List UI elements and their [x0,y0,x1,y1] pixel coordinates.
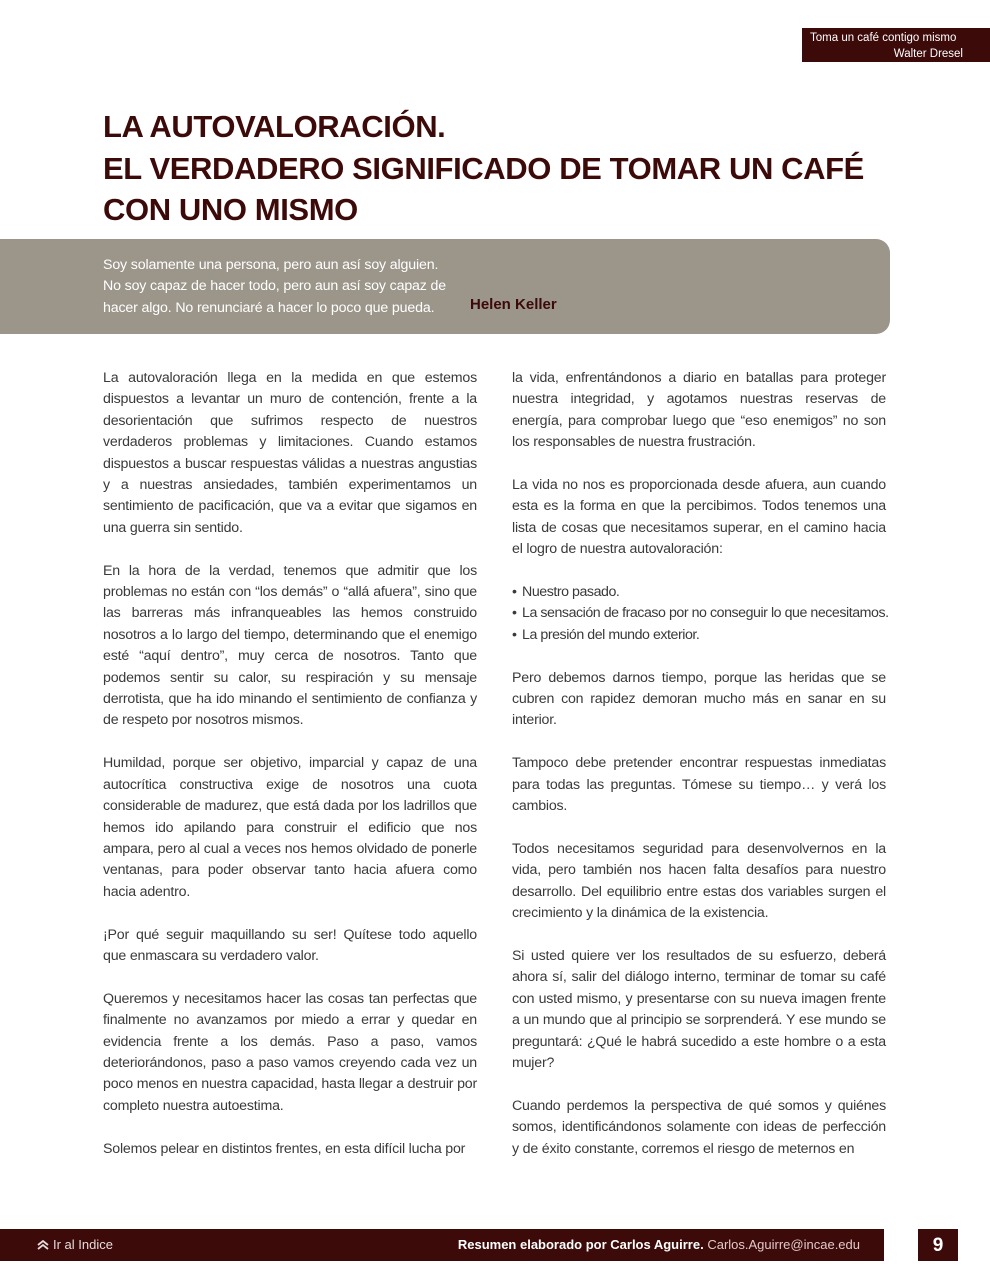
paragraph: Pero debemos darnos tiempo, porque las heridas que se cubren con rapidez demoran mucho más en sanar en su interior. [512,669,886,729]
quote-line-2: No soy capaz de hacer todo, pero aun así soy capaz de [103,278,447,295]
title-line-1: LA AUTOVALORACIÓN. [103,109,446,144]
body-column-left [103,368,477,1160]
bullet-marker: • [512,605,517,622]
paragraph: ¡Por qué seguir maquillando su ser! Quítese todo aquello que enmascara su verdadero valor. [103,926,477,964]
credit-text: Resumen elaborado por Carlos Aguirre. [457,1237,704,1252]
list-item [512,603,889,624]
title-line-3: CON UNO MISMO [103,192,358,227]
bullet-list [512,582,889,646]
double-chevron-up-icon [37,1239,49,1251]
index-link[interactable] [37,1237,113,1252]
paragraph: Cuando perdemos la perspectiva de qué somos y quiénes somos, identificándonos solamente con ideas de perfección y de éxito constante, corremos el riesgo de meternos en [512,1097,886,1157]
list-item [512,625,886,646]
title-line-2: EL VERDADERO SIGNIFICADO DE TOMAR UN CAFÉ [103,150,864,186]
footer-credit [458,1237,860,1252]
epigraph-quote [103,255,463,319]
chapter-title [103,106,863,231]
paragraph: Todos necesitamos seguridad para desenvolvernos en la vida, pero también nos hacen falta desafíos para nuestro desarrollo. Del equilibrio entre estas dos variables surgen el crecimiento y la dinámica de la existencia. [512,840,886,922]
footer-bar [0,1229,884,1261]
quote-author: Helen Keller [470,296,557,313]
list-item [512,582,886,603]
paragraph: La autovaloración llega en la medida en que estemos dispuestos a levantar un muro de contención, frente a la desorientación que sufrimos respecto de nuestros verdaderos problemas y limitaciones. Cuando estamos dispuestos a buscar respuestas válidas a nuestras angustias y a nuestras ansiedades, también experimentamos un sentimiento de pacificación, que va a evitar que sigamos en una guerra sin sentido. [103,370,477,536]
paragraph: Humildad, porque ser objetivo, imparcial y capaz de una autocrítica constructiva exige de nosotros una cuota considerable de madurez, que está dada por los ladrillos que hemos ido apilando para construir el edificio que nos ampara, pero al cual a veces nos hemos olvidado de ponerle ventanas, para poder observar tanto hacia afuera como hacia adentro. [103,755,477,900]
paragraph: La vida no nos es proporcionada desde afuera, aun cuando esta es la forma en que la percibimos. Todos tenemos una lista de cosas que necesitamos superar, en el camino hacia el logro de nuestra autovaloración: [512,477,886,558]
quote-line-3: hacer algo. No renunciaré a hacer lo poco que pueda. [103,299,435,316]
page-number: 9 [918,1229,958,1261]
bullet-marker: • [512,626,517,643]
paragraph: En la hora de la verdad, tenemos que admitir que los problemas no están con “los demás” o “allá afuera”, sino que las barreras más infranqueables las hemos construido nosotros a lo largo del tiempo, determinando que el enemigo esté “aquí dentro”, muy cerca de nosotros. Tanto que podemos sentir su calor, su respiración y su mensaje derrotista, que ha ido minando el sentimiento de confianza y de respeto por nosotros mismos. [103,562,477,729]
quote-line-1: Soy solamente una persona, pero aun así soy alguien. [103,257,439,273]
list-item-text: La presión del mundo exterior. [522,626,700,643]
body-column-right [512,368,889,1160]
paragraph: Queremos y necesitamos hacer las cosas tan perfectas que finalmente no avanzamos por miedo a errar y quedar en evidencia frente a los demás. Paso a paso, vamos deteriorándonos, paso a paso vamos creyendo cada vez un poco menos en nuestra capacidad, hasta llegar a destruir por completo nuestra autoestima. [103,990,477,1114]
paragraph: Tampoco debe pretender encontrar respuestas inmediatas para todas las preguntas. Tómese su tiempo… y verá los cambios. [512,755,886,815]
index-link-label: Ir al Indice [53,1237,113,1252]
bullet-marker: • [512,584,517,601]
header-book-tag [802,28,990,62]
author-email-link[interactable]: Carlos.Aguirre@incae.edu [707,1237,860,1252]
list-item-text: La sensación de fracaso por no conseguir lo que necesitamos. [522,605,889,622]
book-author: Walter Dresel [893,48,963,60]
book-title: Toma un café contigo mismo [810,32,957,44]
list-item-text: Nuestro pasado. [522,584,620,601]
paragraph: Si usted quiere ver los resultados de su esfuerzo, deberá ahora sí, salir del diálogo interno, terminar de tomar su café con usted mismo, y presentarse con su nueva imagen frente a un mundo que al principio se sorprenderá. Y ese mundo se preguntará: ¿Qué le habrá sucedido a este hombre o a esta mujer? [512,947,886,1071]
paragraph: la vida, enfrentándonos a diario en batallas para proteger nuestra integridad, y agotamos nuestras reservas de energía, para comprobar luego que “eso enemigos” no son los responsables de nuestra frustración. [512,370,886,451]
paragraph: Solemos pelear en distintos frentes, en esta difícil lucha por [103,1140,466,1157]
